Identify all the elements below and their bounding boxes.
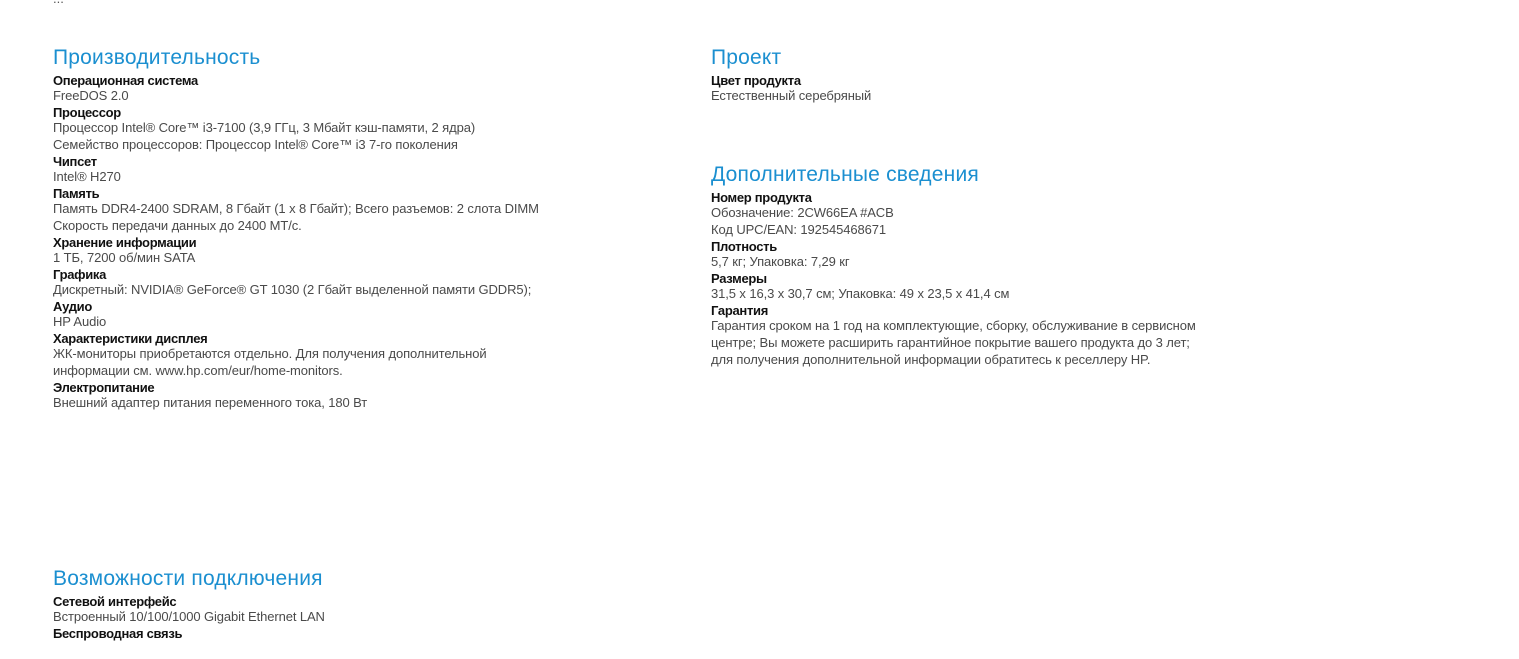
spec-label: Гарантия bbox=[711, 303, 768, 318]
spec-list-performance bbox=[53, 73, 539, 411]
spec-label: Номер продукта bbox=[711, 190, 812, 205]
spec-label: Электропитание bbox=[53, 380, 155, 395]
spec-value: Обозначение: 2CW66EA #ACB bbox=[711, 205, 894, 220]
cropped-top-text bbox=[53, 0, 64, 7]
spec-value: FreeDOS 2.0 bbox=[53, 88, 129, 103]
spec-label: Чипсет bbox=[53, 154, 97, 169]
spec-value: Скорость передачи данных до 2400 МТ/с. bbox=[53, 218, 302, 233]
spec-value: Встроенный 10/100/1000 Gigabit Ethernet LAN bbox=[53, 609, 325, 624]
section-project bbox=[711, 46, 871, 105]
spec-list-additional bbox=[711, 190, 1196, 368]
spec-value: для получения дополнительной информации обратитесь к реселлеру HP. bbox=[711, 352, 1151, 367]
spec-value: ЖК-мониторы приобретаются отдельно. Для получения дополнительной bbox=[53, 346, 487, 361]
spec-list-project bbox=[711, 73, 871, 104]
spec-value: Дискретный: NVIDIA® GeForce® GT 1030 (2 Гбайт выделенной памяти GDDR5); bbox=[53, 282, 532, 297]
spec-value: Intel® H270 bbox=[53, 169, 121, 184]
spec-label: Память bbox=[53, 186, 100, 201]
spec-value: Процессор Intel® Core™ i3-7100 (3,9 ГГц, 3 Мбайт кэш-памяти, 2 ядра) bbox=[53, 120, 476, 135]
spec-value: 31,5 x 16,3 x 30,7 см; Упаковка: 49 x 23,5 x 41,4 см bbox=[711, 286, 1010, 301]
section-connectivity bbox=[53, 567, 325, 641]
spec-label: Хранение информации bbox=[53, 235, 197, 250]
spec-value: Естественный серебряный bbox=[711, 88, 872, 103]
spec-value: Гарантия сроком на 1 год на комплектующие, сборку, обслуживание в сервисном bbox=[711, 318, 1196, 333]
spec-value: центре; Вы можете расширить гарантийное покрытие вашего продукта до 3 лет; bbox=[711, 335, 1190, 350]
spec-label: Операционная система bbox=[53, 73, 198, 88]
spec-label: Аудио bbox=[53, 299, 92, 314]
section-title-project: Проект bbox=[711, 46, 782, 69]
spec-label: Беспроводная связь bbox=[53, 626, 183, 641]
spec-label: Цвет продукта bbox=[711, 73, 801, 88]
section-additional bbox=[711, 163, 1196, 369]
spec-label: Характеристики дисплея bbox=[53, 331, 208, 346]
spec-value: 1 ТБ, 7200 об/мин SATA bbox=[53, 250, 196, 265]
spec-label: Сетевой интерфейс bbox=[53, 594, 177, 609]
spec-list-connectivity bbox=[53, 594, 325, 641]
spec-label: Плотность bbox=[711, 239, 777, 254]
spec-label: Процессор bbox=[53, 105, 121, 120]
section-performance bbox=[53, 46, 539, 412]
spec-value: Семейство процессоров: Процессор Intel® Core™ i3 7-го поколения bbox=[53, 137, 458, 152]
spec-value: информации см. www.hp.com/eur/home-monitors. bbox=[53, 363, 343, 378]
section-title-additional: Дополнительные сведения bbox=[711, 163, 979, 186]
spec-value: Код UPC/EAN: 192545468671 bbox=[711, 222, 886, 237]
spec-value: HP Audio bbox=[53, 314, 107, 329]
section-title-performance: Производительность bbox=[53, 46, 261, 69]
spec-label: Графика bbox=[53, 267, 107, 282]
spec-value: 5,7 кг; Упаковка: 7,29 кг bbox=[711, 254, 850, 269]
section-title-connectivity: Возможности подключения bbox=[53, 567, 323, 590]
spec-value: Внешний адаптер питания переменного тока, 180 Вт bbox=[53, 395, 368, 410]
spec-value: Память DDR4-2400 SDRAM, 8 Гбайт (1 x 8 Гбайт); Всего разъемов: 2 слота DIMM bbox=[53, 201, 539, 216]
spec-label: Размеры bbox=[711, 271, 767, 286]
